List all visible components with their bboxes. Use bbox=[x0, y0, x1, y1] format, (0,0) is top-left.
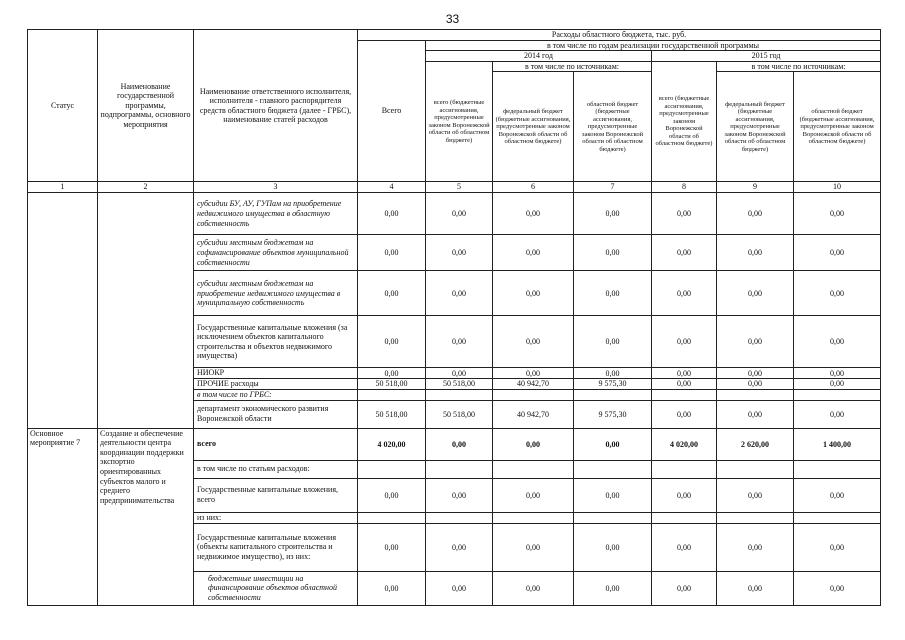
cell-2015-total: 0,00 bbox=[652, 368, 717, 379]
cell-2015-regional: 0,00 bbox=[794, 316, 881, 368]
col-number: 9 bbox=[717, 182, 794, 193]
cell-2014-total: 0,00 bbox=[426, 478, 493, 512]
cell-2015-federal: 0,00 bbox=[717, 571, 794, 605]
cell-total: 50 518,00 bbox=[358, 378, 426, 389]
cell-2014-total: 0,00 bbox=[426, 235, 493, 271]
cell-2015-total: 0,00 bbox=[652, 316, 717, 368]
cell-total: 0,00 bbox=[358, 478, 426, 512]
row-label: Государственные капитальные вложения, всего bbox=[194, 478, 358, 512]
cell-2014-total: 0,00 bbox=[426, 193, 493, 235]
header-year-2015: 2015 год bbox=[652, 51, 881, 62]
cell-total: 0,00 bbox=[358, 571, 426, 605]
cell-2014-total bbox=[426, 460, 493, 478]
cell-total bbox=[358, 460, 426, 478]
cell-total: 50 518,00 bbox=[358, 400, 426, 428]
cell-2014-federal bbox=[493, 460, 574, 478]
cell-2015-federal bbox=[717, 460, 794, 478]
cell-total bbox=[358, 512, 426, 523]
cell-2015-federal: 0,00 bbox=[717, 316, 794, 368]
cell-2015-federal: 0,00 bbox=[717, 368, 794, 379]
cell-2014-federal: 0,00 bbox=[493, 316, 574, 368]
col-number: 8 bbox=[652, 182, 717, 193]
cell-2015-total: 0,00 bbox=[652, 235, 717, 271]
cell-2014-regional: 0,00 bbox=[574, 428, 652, 460]
cell-2014-total: 0,00 bbox=[426, 316, 493, 368]
cell-2015-regional: 0,00 bbox=[794, 478, 881, 512]
header-by-years: в том числе по годам реализации государственной программы bbox=[426, 40, 881, 51]
header-year-2014: 2014 год bbox=[426, 51, 652, 62]
cell-2015-federal bbox=[717, 389, 794, 400]
cell-2015-total bbox=[652, 389, 717, 400]
cell-2014-federal: 0,00 bbox=[493, 235, 574, 271]
cell-2014-total: 0,00 bbox=[426, 523, 493, 571]
row-label: НИОКР bbox=[194, 368, 358, 379]
cell-2015-total: 0,00 bbox=[652, 193, 717, 235]
cell-2015-total: 0,00 bbox=[652, 400, 717, 428]
cell-2015-federal: 0,00 bbox=[717, 235, 794, 271]
header-executor: Наименование ответственного исполнителя, исполнителя - главного распорядителя средств областного бюджета (далее - ГРБС), наименование статей расходов bbox=[194, 30, 358, 182]
header-2014-by-sources: в том числе по источникам: bbox=[493, 61, 652, 72]
row-label: бюджетные инвестиции на финансирование объектов областной собственности bbox=[194, 571, 358, 605]
row-label: ПРОЧИЕ расходы bbox=[194, 378, 358, 389]
cell-2014-regional: 0,00 bbox=[574, 193, 652, 235]
row-label: субсидии местным бюджетам на софинансирование объектов муниципальной собственности bbox=[194, 235, 358, 271]
header-total: Всего bbox=[358, 40, 426, 182]
cell-2015-regional: 0,00 bbox=[794, 571, 881, 605]
cell-2015-total: 0,00 bbox=[652, 571, 717, 605]
measure-status: Основное мероприятие 7 bbox=[28, 428, 98, 605]
cell-2014-federal: 40 942,70 bbox=[493, 400, 574, 428]
row-label: субсидии БУ, АУ, ГУПам на приобретение недвижимого имущества в областную собственность bbox=[194, 193, 358, 235]
cell-2015-regional: 0,00 bbox=[794, 235, 881, 271]
cell-2014-regional: 9 575,30 bbox=[574, 378, 652, 389]
cell-2015-regional bbox=[794, 512, 881, 523]
header-program-name: Наименование государственной программы, подпрограммы, основного мероприятия bbox=[98, 30, 194, 182]
cell-2014-regional: 0,00 bbox=[574, 478, 652, 512]
row-label: департамент экономического развития Воронежской области bbox=[194, 400, 358, 428]
row-label: в том числе по ГРБС: bbox=[194, 389, 358, 400]
measure-name: Создание и обеспечение деятельности центра координации поддержки экспортно ориентированных субъектов малого и среднего предпринимательства bbox=[98, 428, 194, 605]
cell-2015-regional: 0,00 bbox=[794, 368, 881, 379]
cell-2014-total: 0,00 bbox=[426, 271, 493, 316]
row-label: из них: bbox=[194, 512, 358, 523]
cell-2014-regional bbox=[574, 460, 652, 478]
cell-2014-regional: 9 575,30 bbox=[574, 400, 652, 428]
header-2014-federal: федеральный бюджет (бюджетные ассигнования, предусмотренные законом Воронежской области об областном бюджете) bbox=[493, 72, 574, 182]
row-label: всего bbox=[194, 428, 358, 460]
cell-total: 0,00 bbox=[358, 271, 426, 316]
cell-2014-federal: 0,00 bbox=[493, 478, 574, 512]
row-label: Государственные капитальные вложения (за исключением объектов капитального строительства и объектов недвижимого имущества) bbox=[194, 316, 358, 368]
header-2015-by-sources: в том числе по источникам: bbox=[717, 61, 881, 72]
cell-total: 0,00 bbox=[358, 523, 426, 571]
cell-2015-regional: 0,00 bbox=[794, 400, 881, 428]
cell-total: 0,00 bbox=[358, 316, 426, 368]
cell-2014-regional: 0,00 bbox=[574, 316, 652, 368]
header-2015-regional: областной бюджет (бюджетные ассигнования, предусмотренные законом Воронежской области об областном бюджете) bbox=[794, 72, 881, 182]
cell-2014-total: 50 518,00 bbox=[426, 400, 493, 428]
cell-2014-regional: 0,00 bbox=[574, 368, 652, 379]
cell-2014-total: 0,00 bbox=[426, 571, 493, 605]
cell-2014-federal: 0,00 bbox=[493, 428, 574, 460]
cell-2015-federal: 0,00 bbox=[717, 271, 794, 316]
page-number: 33 bbox=[445, 12, 460, 26]
header-2014-total-law: всего (бюджетные ассигнования, предусмотренные законом Воронежской области об областном бюджете) bbox=[426, 61, 493, 182]
cell-2015-federal: 2 620,00 bbox=[717, 428, 794, 460]
cell-2015-regional bbox=[794, 389, 881, 400]
header-2014-regional: областной бюджет (бюджетные ассигнования, предусмотренные законом Воронежской области об областном бюджете) bbox=[574, 72, 652, 182]
row-label: в том числе по статьям расходов: bbox=[194, 460, 358, 478]
cell-2015-total: 0,00 bbox=[652, 523, 717, 571]
cell-2015-total: 0,00 bbox=[652, 378, 717, 389]
cell-2015-total bbox=[652, 512, 717, 523]
cell-2015-federal bbox=[717, 512, 794, 523]
cell-2014-federal: 0,00 bbox=[493, 271, 574, 316]
cell-2015-total: 4 020,00 bbox=[652, 428, 717, 460]
col-number: 1 bbox=[28, 182, 98, 193]
row-label: субсидии местным бюджетам на приобретение недвижимого имущества в муниципальную собственность bbox=[194, 271, 358, 316]
cell-2014-total: 0,00 bbox=[426, 428, 493, 460]
col-number: 7 bbox=[574, 182, 652, 193]
cell-2015-regional: 0,00 bbox=[794, 193, 881, 235]
cell-total: 0,00 bbox=[358, 235, 426, 271]
cell-2014-regional: 0,00 bbox=[574, 271, 652, 316]
cell-2014-regional: 0,00 bbox=[574, 571, 652, 605]
col-number: 3 bbox=[194, 182, 358, 193]
header-2015-federal: федеральный бюджет (бюджетные ассигнования, предусмотренные законом Воронежской области об областном бюджете) bbox=[717, 72, 794, 182]
cell-2014-total bbox=[426, 389, 493, 400]
cell-2014-federal: 0,00 bbox=[493, 523, 574, 571]
cell-2015-federal: 0,00 bbox=[717, 523, 794, 571]
header-status: Статус bbox=[28, 30, 98, 182]
budget-table bbox=[27, 29, 881, 606]
cell-2014-federal: 0,00 bbox=[493, 193, 574, 235]
header-2015-total-law: всего (бюджетные ассигнования, предусмотренные законом Воронежской области об областном бюджете) bbox=[652, 61, 717, 182]
cell-total: 0,00 bbox=[358, 193, 426, 235]
program-cell-empty bbox=[98, 193, 194, 428]
cell-2015-federal: 0,00 bbox=[717, 378, 794, 389]
cell-2014-regional: 0,00 bbox=[574, 523, 652, 571]
header-expenses: Расходы областного бюджета, тыс. руб. bbox=[358, 30, 881, 41]
cell-2015-regional: 0,00 bbox=[794, 523, 881, 571]
cell-2014-federal bbox=[493, 512, 574, 523]
cell-2014-federal: 0,00 bbox=[493, 571, 574, 605]
cell-2015-total: 0,00 bbox=[652, 478, 717, 512]
cell-2015-federal: 0,00 bbox=[717, 400, 794, 428]
cell-2015-total: 0,00 bbox=[652, 271, 717, 316]
cell-total bbox=[358, 389, 426, 400]
cell-2014-federal: 0,00 bbox=[493, 368, 574, 379]
cell-2014-total: 50 518,00 bbox=[426, 378, 493, 389]
cell-2014-federal bbox=[493, 389, 574, 400]
cell-2014-regional bbox=[574, 389, 652, 400]
cell-2014-federal: 40 942,70 bbox=[493, 378, 574, 389]
cell-2015-total bbox=[652, 460, 717, 478]
cell-2015-regional bbox=[794, 460, 881, 478]
cell-2015-regional: 0,00 bbox=[794, 378, 881, 389]
cell-2015-regional: 1 400,00 bbox=[794, 428, 881, 460]
row-label: Государственные капитальные вложения (объекты капитального строительства и недвижимое имущество), из них: bbox=[194, 523, 358, 571]
col-number: 5 bbox=[426, 182, 493, 193]
cell-2014-regional: 0,00 bbox=[574, 235, 652, 271]
cell-2015-federal: 0,00 bbox=[717, 193, 794, 235]
cell-2014-total bbox=[426, 512, 493, 523]
col-number: 4 bbox=[358, 182, 426, 193]
cell-2015-regional: 0,00 bbox=[794, 271, 881, 316]
cell-2015-federal: 0,00 bbox=[717, 478, 794, 512]
cell-2014-regional bbox=[574, 512, 652, 523]
status-cell-empty bbox=[28, 193, 98, 428]
col-number: 2 bbox=[98, 182, 194, 193]
col-number: 10 bbox=[794, 182, 881, 193]
col-number: 6 bbox=[493, 182, 574, 193]
cell-total: 4 020,00 bbox=[358, 428, 426, 460]
cell-2014-total: 0,00 bbox=[426, 368, 493, 379]
cell-total: 0,00 bbox=[358, 368, 426, 379]
